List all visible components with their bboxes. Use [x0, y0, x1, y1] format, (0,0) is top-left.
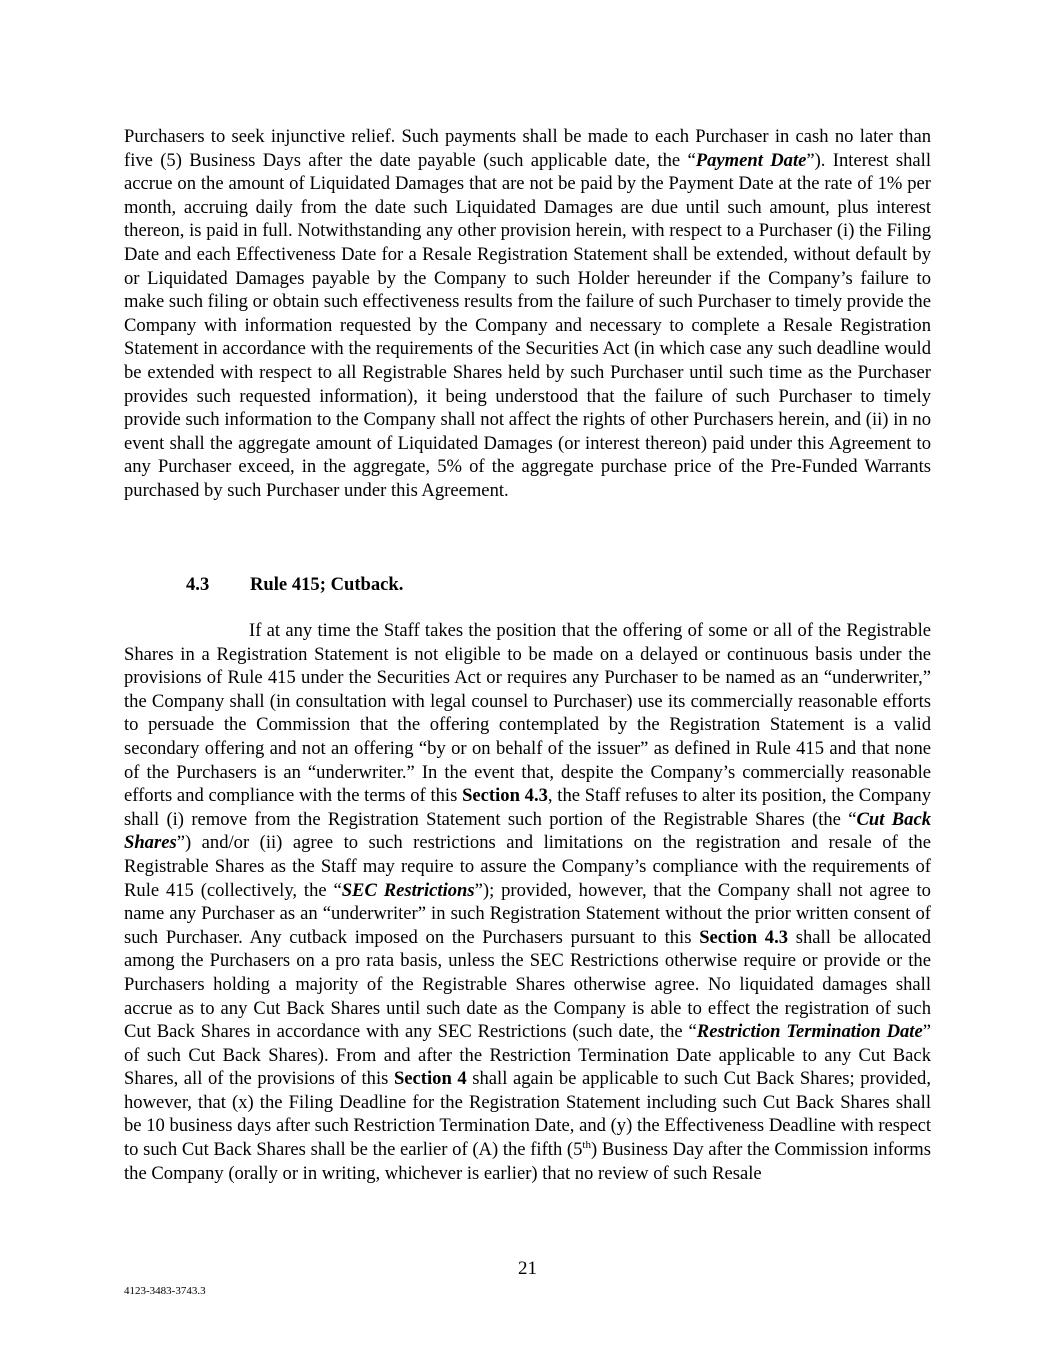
- defined-term-restriction-termination-date: Restriction Termination Date: [696, 1021, 923, 1043]
- section-reference: Section 4: [393, 1068, 467, 1090]
- paragraph-liquidated-damages: [124, 125, 931, 503]
- paragraph-text: If at any time the Staff takes the position that the offering of some or all of the Registrable Shares in a Registration Statement is not eligible to be made on a delayed or continuous basis under the provisions of Rule 415 under the Securities Act or requires any Purchaser to be named as an “underwriter,” the Company shall (in consultation with legal counsel to Purchaser) use its commercially reasonable efforts to persuade the Commission that the offering contemplated by the Registration Statement is a valid secondary offering and not an offering “by or on behalf of the issuer” as defined in Rule 415 and that none of the Purchasers is an “underwriter.” In the event that, despite the Company’s commercially reasonable efforts and compliance with the terms of this: [124, 620, 931, 807]
- paragraph-text: Purchasers to seek injunctive relief. Such payments shall be made to each Purchaser in cash no later than five (5) Business Days after the date payable (such applicable date, the “: [124, 126, 931, 171]
- section-reference: Section 4.3: [462, 785, 548, 807]
- defined-term-payment-date: Payment Date: [695, 149, 807, 171]
- paragraph-text: shall be allocated among the Purchasers on a pro rata basis, unless the SEC Restrictions otherwise require or provide or the Purchasers holding a majority of the Registrable Shares otherwise agree. No liquidated damages shall accrue as to any Cut Back Shares until such date as the Company is able to effect the registration of such Cut Back Shares in accordance with any SEC Restrictions (such date, the “: [124, 926, 931, 1043]
- paragraph-text: ” of such Cut Back Shares). From and after the Restriction Termination Date applicable to any Cut Back Shares, all of the provisions of this: [124, 1021, 931, 1090]
- document-id: 4123-3483-3743.3: [124, 1285, 206, 1297]
- defined-term-sec-restrictions: SEC Restrictions: [341, 879, 475, 901]
- page-number: 21: [518, 1258, 537, 1279]
- paragraph-text: ”). Interest shall accrue on the amount of Liquidated Damages that are not be paid by the Payment Date at the rate of 1% per month, accruing daily from the date such Liquidated Damages are due until such amount, plus interest thereon, is paid in full. Notwithstanding any other provision herein, with respect to a Purchaser (i) the Filing Date and each Effectiveness Date for a Resale Registration Statement shall be extended, without default by or Liquidated Damages payable by the Company to such Holder hereunder if the Company’s failure to make such filing or obtain such effectiveness results from the failure of such Purchaser to timely provide the Company with information requested by the Company and necessary to complete a Resale Registration Statement in accordance with the requirements of the Securities Act (in which case any such deadline would be extended with respect to all Registrable Shares held by such Purchaser until such time as the Purchaser provides such requested information), it being understood that the failure of such Purchaser to timely provide such information to the Company shall not affect the rights of other Purchasers herein, and (ii) in no event shall the aggregate amount of Liquidated Damages (or interest thereon) paid under this Agreement to any Purchaser exceed, in the aggregate, 5% of the aggregate purchase price of the Pre-Funded Warrants purchased by such Purchaser under this Agreement.: [124, 149, 931, 501]
- ordinal-superscript: th: [582, 1138, 591, 1151]
- paragraph-text: , the Staff refuses to alter its position, the Company shall (i) remove from the Registration Statement such portion of the Registrable Shares (the “: [124, 785, 931, 830]
- defined-term-cut-back-shares: Cut Back Shares: [124, 808, 931, 854]
- section-reference: Section 4.3: [699, 926, 789, 948]
- paragraph-text: ”) and/or (ii) agree to such restrictions and limitations on the registration and resale of the Registrable Shares as the Staff may require to assure the Company’s compliance with the requirements of Rule 415 (collectively, the “: [124, 832, 931, 901]
- section-number: 4.3: [186, 574, 210, 595]
- paragraph-text: ”); provided, however, that the Company shall not agree to name any Purchaser as an “underwriter” in such Registration Statement without the prior written consent of such Purchaser. Any cutback imposed on the Purchasers pursuant to this: [124, 879, 931, 948]
- paragraph-text: shall again be applicable to such Cut Back Shares; provided, however, that (x) the Filing Deadline for the Registration Statement including such Cut Back Shares shall be 10 business days after such Restriction Termination Date, and (y) the Effectiveness Deadline with respect to such Cut Back Shares shall be the earlier of (A) the fifth (5: [124, 1068, 931, 1161]
- paragraph-rule-415-cutback: [124, 619, 931, 1185]
- paragraph-text: ) Business Day after the Commission informs the Company (orally or in writing, whichever is earlier) that no review of such Resale: [124, 1139, 931, 1184]
- section-title: Rule 415; Cutback.: [250, 574, 404, 595]
